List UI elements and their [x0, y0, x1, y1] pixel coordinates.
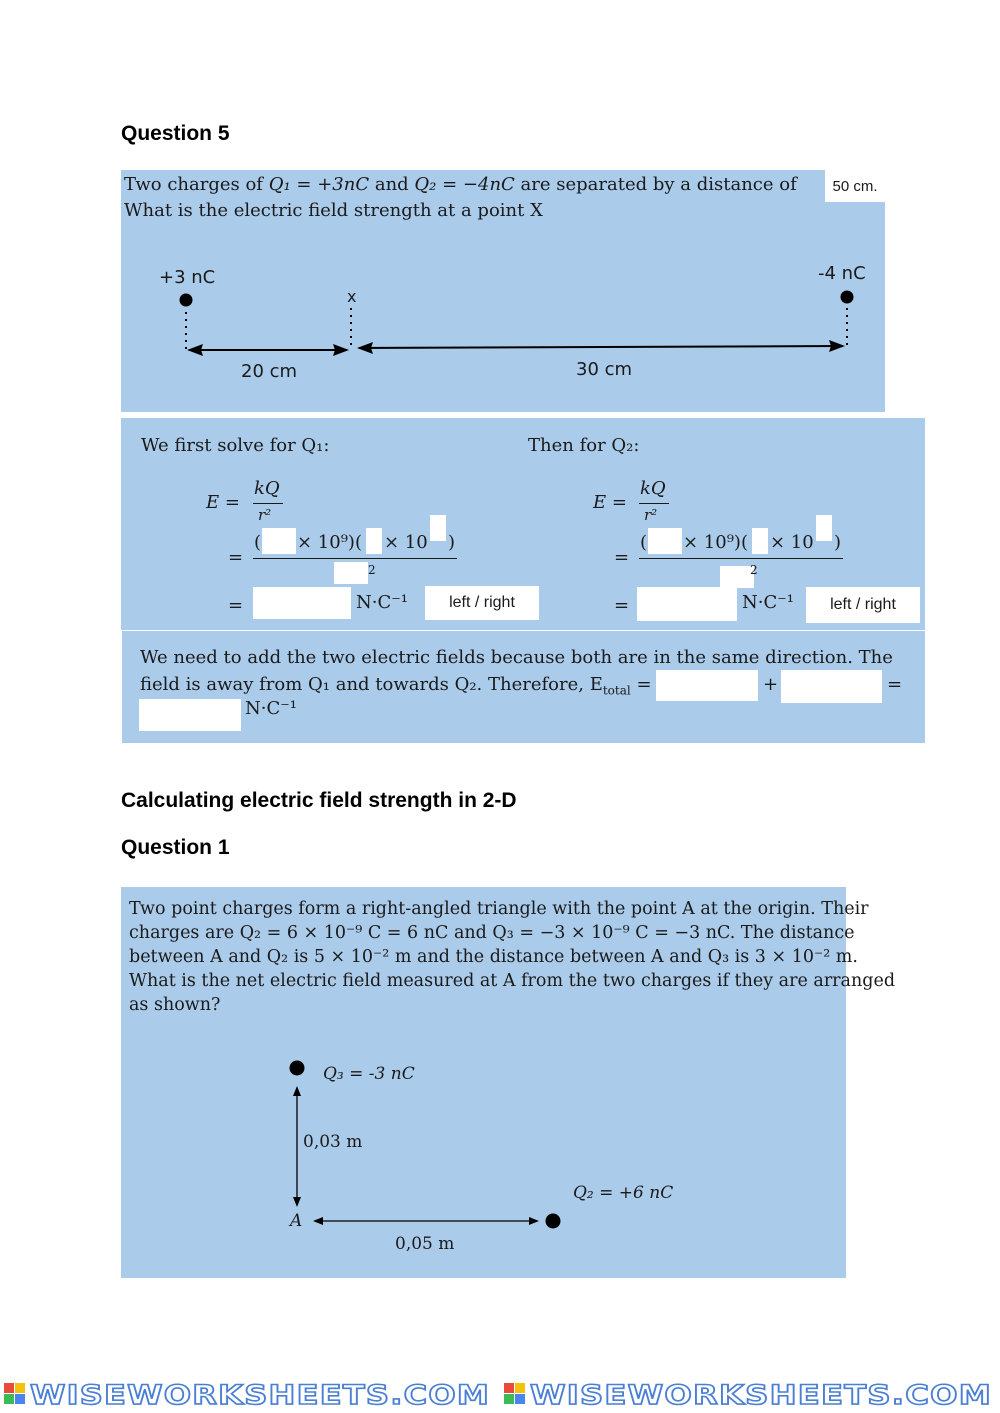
- conclusion-text: field is away from Q₁ and towards Q₂. Therefore, E: [140, 674, 603, 695]
- q1-charge-blank[interactable]: [262, 528, 296, 554]
- brand-logo-1: [4, 1383, 25, 1404]
- q2-eq-sign-2: =: [614, 547, 630, 568]
- q2-charge-dot: [841, 291, 854, 304]
- horizontal-distance-label: 0,05 m: [395, 1234, 455, 1254]
- brand-text-2: WISEWORKSHEETS.COM: [530, 1380, 992, 1411]
- brand-logo-2: [504, 1383, 525, 1404]
- right-triangle-diagram: [121, 1040, 846, 1270]
- distance-arrow-30: [359, 346, 843, 348]
- problem-line-2: What is the electric field strength at a point X: [124, 200, 543, 221]
- q2-formula-num: kQ: [640, 478, 666, 499]
- section-2d-heading: Calculating electric field strength in 2-D: [121, 789, 517, 812]
- q2-formula-den: r²: [644, 506, 658, 524]
- q2-expression: Q₂ = −4nC: [414, 174, 515, 195]
- q1-charge-label: +3 nC: [159, 267, 216, 288]
- arrowhead-left-1: [187, 344, 203, 356]
- q2-k-text: × 10⁹)(: [683, 532, 748, 553]
- q1-distance-blank[interactable]: [334, 562, 368, 584]
- q1-direction-select[interactable]: left / right: [425, 586, 539, 620]
- plus-sign: +: [763, 674, 779, 695]
- q2-exponent-blank[interactable]: [816, 515, 832, 541]
- q1-square-exp: 2: [368, 563, 376, 577]
- horizontal-arrowhead-left: [313, 1217, 323, 1225]
- q1-coefficient-blank[interactable]: [366, 528, 382, 554]
- equals-sign: =: [887, 674, 903, 695]
- q1-k-text: × 10⁹)(: [297, 532, 362, 553]
- problem-2d-line-4: What is the net electric field measured at A from the two charges if they are arranged: [129, 971, 896, 991]
- q2-direction-select[interactable]: left / right: [806, 587, 920, 623]
- conclusion-unit: N·C⁻¹: [245, 698, 297, 719]
- q1-result-blank[interactable]: [253, 587, 351, 619]
- solve-q1-label: We first solve for Q₁:: [141, 435, 330, 456]
- horizontal-arrowhead-right: [529, 1217, 539, 1225]
- total-field-blank-1[interactable]: [656, 670, 758, 701]
- q1-formula-lhs: E =: [206, 492, 240, 513]
- q1-eq-sign-2: =: [228, 547, 244, 568]
- q1-open-paren: (: [254, 532, 262, 553]
- solve-q2-label: Then for Q₂:: [528, 435, 640, 456]
- total-result-blank[interactable]: [139, 699, 241, 731]
- q2-distance-blank[interactable]: [720, 566, 754, 588]
- distance-30-label: 30 cm: [576, 359, 633, 380]
- arrowhead-left-2: [357, 342, 373, 354]
- q2-exp-text: × 10: [770, 532, 814, 553]
- q2-2d-charge-dot: [546, 1214, 561, 1229]
- q1-fraction-bar: [253, 558, 457, 559]
- q2-coefficient-blank[interactable]: [752, 528, 768, 554]
- conclusion-line-1: We need to add the two electric fields because both are in the same direction. The: [140, 647, 893, 668]
- q2-fraction-bar: [639, 558, 843, 559]
- problem-text: Two charges of: [124, 174, 269, 195]
- problem-2d-line-1: Two point charges form a right-angled triangle with the point A at the origin. Their: [129, 899, 869, 919]
- point-a-label: A: [290, 1211, 303, 1231]
- q2-unit: N·C⁻¹: [742, 592, 794, 613]
- q2-eq-sign-3: =: [614, 595, 630, 616]
- vertical-arrowhead-down: [293, 1197, 301, 1207]
- arrowhead-right-2: [829, 340, 845, 352]
- q1-exponent-blank[interactable]: [430, 515, 446, 541]
- footer-brand-strip: [0, 1375, 1000, 1413]
- charges-line-diagram: [121, 250, 885, 400]
- q1-formula-num: kQ: [254, 478, 280, 499]
- q1-charge-dot: [180, 294, 193, 307]
- q2-charge-label: -4 nC: [818, 263, 866, 284]
- q1-eq-sign-3: =: [228, 595, 244, 616]
- q2-result-blank[interactable]: [637, 587, 737, 621]
- point-x-label: x: [347, 287, 357, 306]
- q1-expression: Q₁ = +3nC: [268, 174, 370, 195]
- brand-text-1: WISEWORKSHEETS.COM: [30, 1380, 490, 1411]
- problem-line-1: [124, 173, 797, 197]
- arrowhead-right-1: [333, 344, 349, 356]
- q3-charge-dot: [290, 1061, 305, 1076]
- question-5-heading: Question 5: [121, 122, 230, 145]
- q2-formula-lhs: E =: [593, 492, 627, 513]
- q2-charge-blank[interactable]: [648, 528, 682, 554]
- question-1-heading: Question 1: [121, 836, 230, 859]
- q1-exp-text: × 10: [384, 532, 428, 553]
- q3-label: Q₃ = -3 nC: [323, 1064, 415, 1084]
- problem-2d-line-3: between A and Q₂ is 5 × 10⁻² m and the distance between A and Q₃ is 3 × 10⁻² m.: [129, 947, 858, 967]
- conclusion-equals: =: [630, 674, 652, 695]
- q2-2d-label: Q₂ = +6 nC: [573, 1183, 674, 1203]
- q1-close-paren: ): [448, 532, 456, 553]
- total-field-blank-2[interactable]: [781, 670, 882, 703]
- problem-2d-line-5: as shown?: [129, 995, 221, 1015]
- q1-formula-den: r²: [258, 506, 272, 524]
- q2-close-paren: ): [834, 532, 842, 553]
- q2-open-paren: (: [640, 532, 648, 553]
- and-text: and: [369, 174, 415, 195]
- problem-text-post: are separated by a distance of: [514, 174, 797, 195]
- total-subscript: total: [602, 683, 631, 698]
- distance-20-label: 20 cm: [241, 361, 298, 382]
- vertical-arrowhead-up: [293, 1086, 301, 1096]
- q2-square-exp: 2: [750, 563, 758, 577]
- vertical-distance-label: 0,03 m: [303, 1132, 363, 1152]
- distance-blank[interactable]: 50 cm.: [825, 170, 885, 202]
- q1-unit: N·C⁻¹: [356, 592, 408, 613]
- problem-2d-line-2: charges are Q₂ = 6 × 10⁻⁹ C = 6 nC and Q₃ = −3 × 10⁻⁹ C = −3 nC. The distance: [129, 923, 855, 943]
